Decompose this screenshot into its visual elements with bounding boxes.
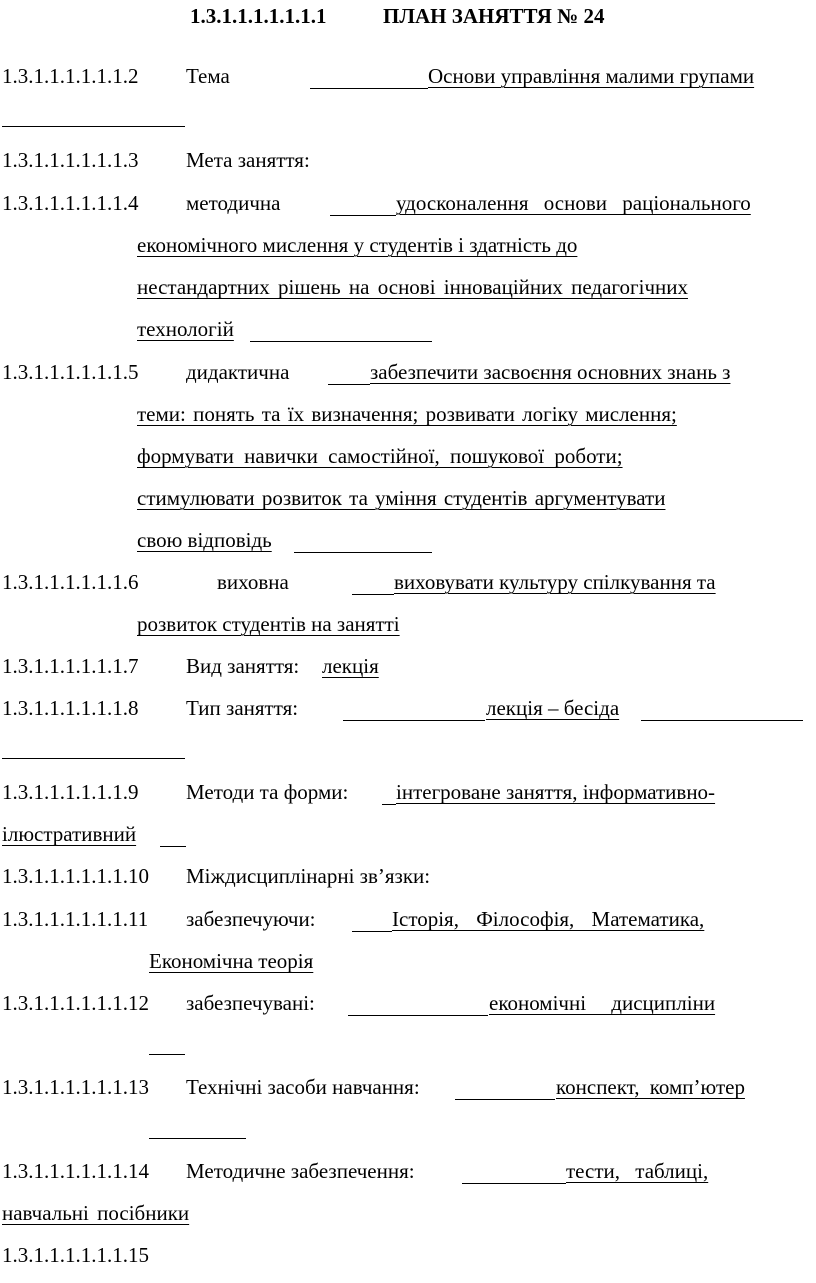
lesson-kind-value: лекція [322, 654, 379, 678]
didactic-number: 1.3.1.1.1.1.1.1.5 [2, 360, 139, 384]
methodical-end-rule [250, 341, 432, 342]
interdisciplinary-label: Міждисциплінарні зв’язки: [186, 864, 431, 888]
methodical-support-number: 1.3.1.1.1.1.1.1.14 [2, 1159, 149, 1183]
educational-fill-rule [352, 594, 394, 595]
methodical-number: 1.3.1.1.1.1.1.1.4 [2, 191, 139, 215]
topic-number: 1.3.1.1.1.1.1.1.2 [2, 64, 139, 88]
methodical-support-line-2: навчальні посібники [2, 1201, 190, 1225]
methodical-line-4: технологій [137, 317, 234, 341]
page-title: ПЛАН ЗАНЯТТЯ № 24 [383, 4, 605, 28]
provided-trailing-rule [149, 1054, 185, 1055]
goal-number: 1.3.1.1.1.1.1.1.3 [2, 148, 139, 172]
provided-fill-rule [348, 1015, 488, 1016]
lesson-type-label: Тип заняття: [186, 696, 299, 720]
lesson-kind-label: Вид заняття: [186, 654, 300, 678]
methods-end-rule [160, 846, 186, 847]
didactic-line-1: забезпечити засвоєння основних знань з [370, 360, 731, 384]
methods-number: 1.3.1.1.1.1.1.1.9 [2, 780, 139, 804]
educational-number: 1.3.1.1.1.1.1.1.6 [2, 570, 139, 594]
methods-line-2: ілюстративний [2, 822, 137, 846]
topic-trailing-rule [2, 126, 185, 127]
didactic-fill-rule [328, 384, 370, 385]
methodical-label: методична [186, 191, 281, 215]
technical-trailing-rule [149, 1138, 246, 1139]
lesson-type-number: 1.3.1.1.1.1.1.1.8 [2, 696, 139, 720]
providing-number: 1.3.1.1.1.1.1.1.11 [2, 907, 149, 931]
educational-label: виховна [217, 570, 289, 594]
methodical-line-3: нестандартних рішень на основі інноваційних педагогічних [137, 275, 688, 299]
methods-fill-rule [382, 804, 396, 805]
methodical-support-line-1: тести, таблиці, [566, 1159, 709, 1183]
providing-line-2: Економічна теорія [149, 949, 314, 973]
last-item-number: 1.3.1.1.1.1.1.1.15 [2, 1243, 149, 1267]
methods-line-1: інтегроване заняття, інформативно- [396, 780, 716, 804]
educational-line-2: розвиток студентів на занятті [137, 612, 400, 636]
topic-value: Основи управління малими групами [428, 64, 755, 88]
methodical-support-label: Методичне забезпечення: [186, 1159, 415, 1183]
methodical-fill-rule [330, 215, 396, 216]
title-number: 1.3.1.1.1.1.1.1.1 [190, 4, 327, 28]
methodical-line-2: економічного мислення у студентів і здатність до [137, 233, 578, 257]
didactic-line-5: свою відповідь [137, 528, 272, 552]
didactic-line-3: формувати навички самостійної, пошукової роботи; [137, 444, 623, 468]
lesson-type-trailing-rule [2, 758, 185, 759]
lesson-kind-number: 1.3.1.1.1.1.1.1.7 [2, 654, 139, 678]
providing-fill-rule [352, 931, 392, 932]
didactic-end-rule [294, 552, 432, 553]
providing-line-1: Історія, Філософія, Математика, [392, 907, 705, 931]
goal-label: Мета заняття: [186, 148, 310, 172]
methodical-line-1: удосконалення основи раціонального [396, 191, 751, 215]
interdisciplinary-number: 1.3.1.1.1.1.1.1.10 [2, 864, 149, 888]
educational-line-1: виховувати культуру спілкування та [394, 570, 716, 594]
technical-value: конспект, комп’ютер [556, 1075, 745, 1099]
technical-number: 1.3.1.1.1.1.1.1.13 [2, 1075, 149, 1099]
technical-fill-rule [455, 1099, 555, 1100]
technical-label: Технічні засоби навчання: [186, 1075, 420, 1099]
lesson-type-end-rule [641, 720, 803, 721]
topic-label: Тема [186, 64, 230, 88]
topic-fill-rule [310, 88, 428, 89]
methods-label: Методи та форми: [186, 780, 349, 804]
lesson-type-fill-rule [343, 720, 485, 721]
didactic-label: дидактична [186, 360, 290, 384]
didactic-line-4: стимулювати розвиток та уміння студентів аргументувати [137, 486, 666, 510]
provided-value: економічні дисципліни [489, 991, 716, 1015]
lesson-type-value: лекція – бесіда [486, 696, 620, 720]
provided-number: 1.3.1.1.1.1.1.1.12 [2, 991, 149, 1015]
didactic-line-2: теми: понять та їх визначення; розвивати логіку мислення; [137, 402, 677, 426]
methodical-support-fill-rule [462, 1183, 566, 1184]
providing-label: забезпечуючи: [186, 907, 316, 931]
provided-label: забезпечувані: [186, 991, 315, 1015]
